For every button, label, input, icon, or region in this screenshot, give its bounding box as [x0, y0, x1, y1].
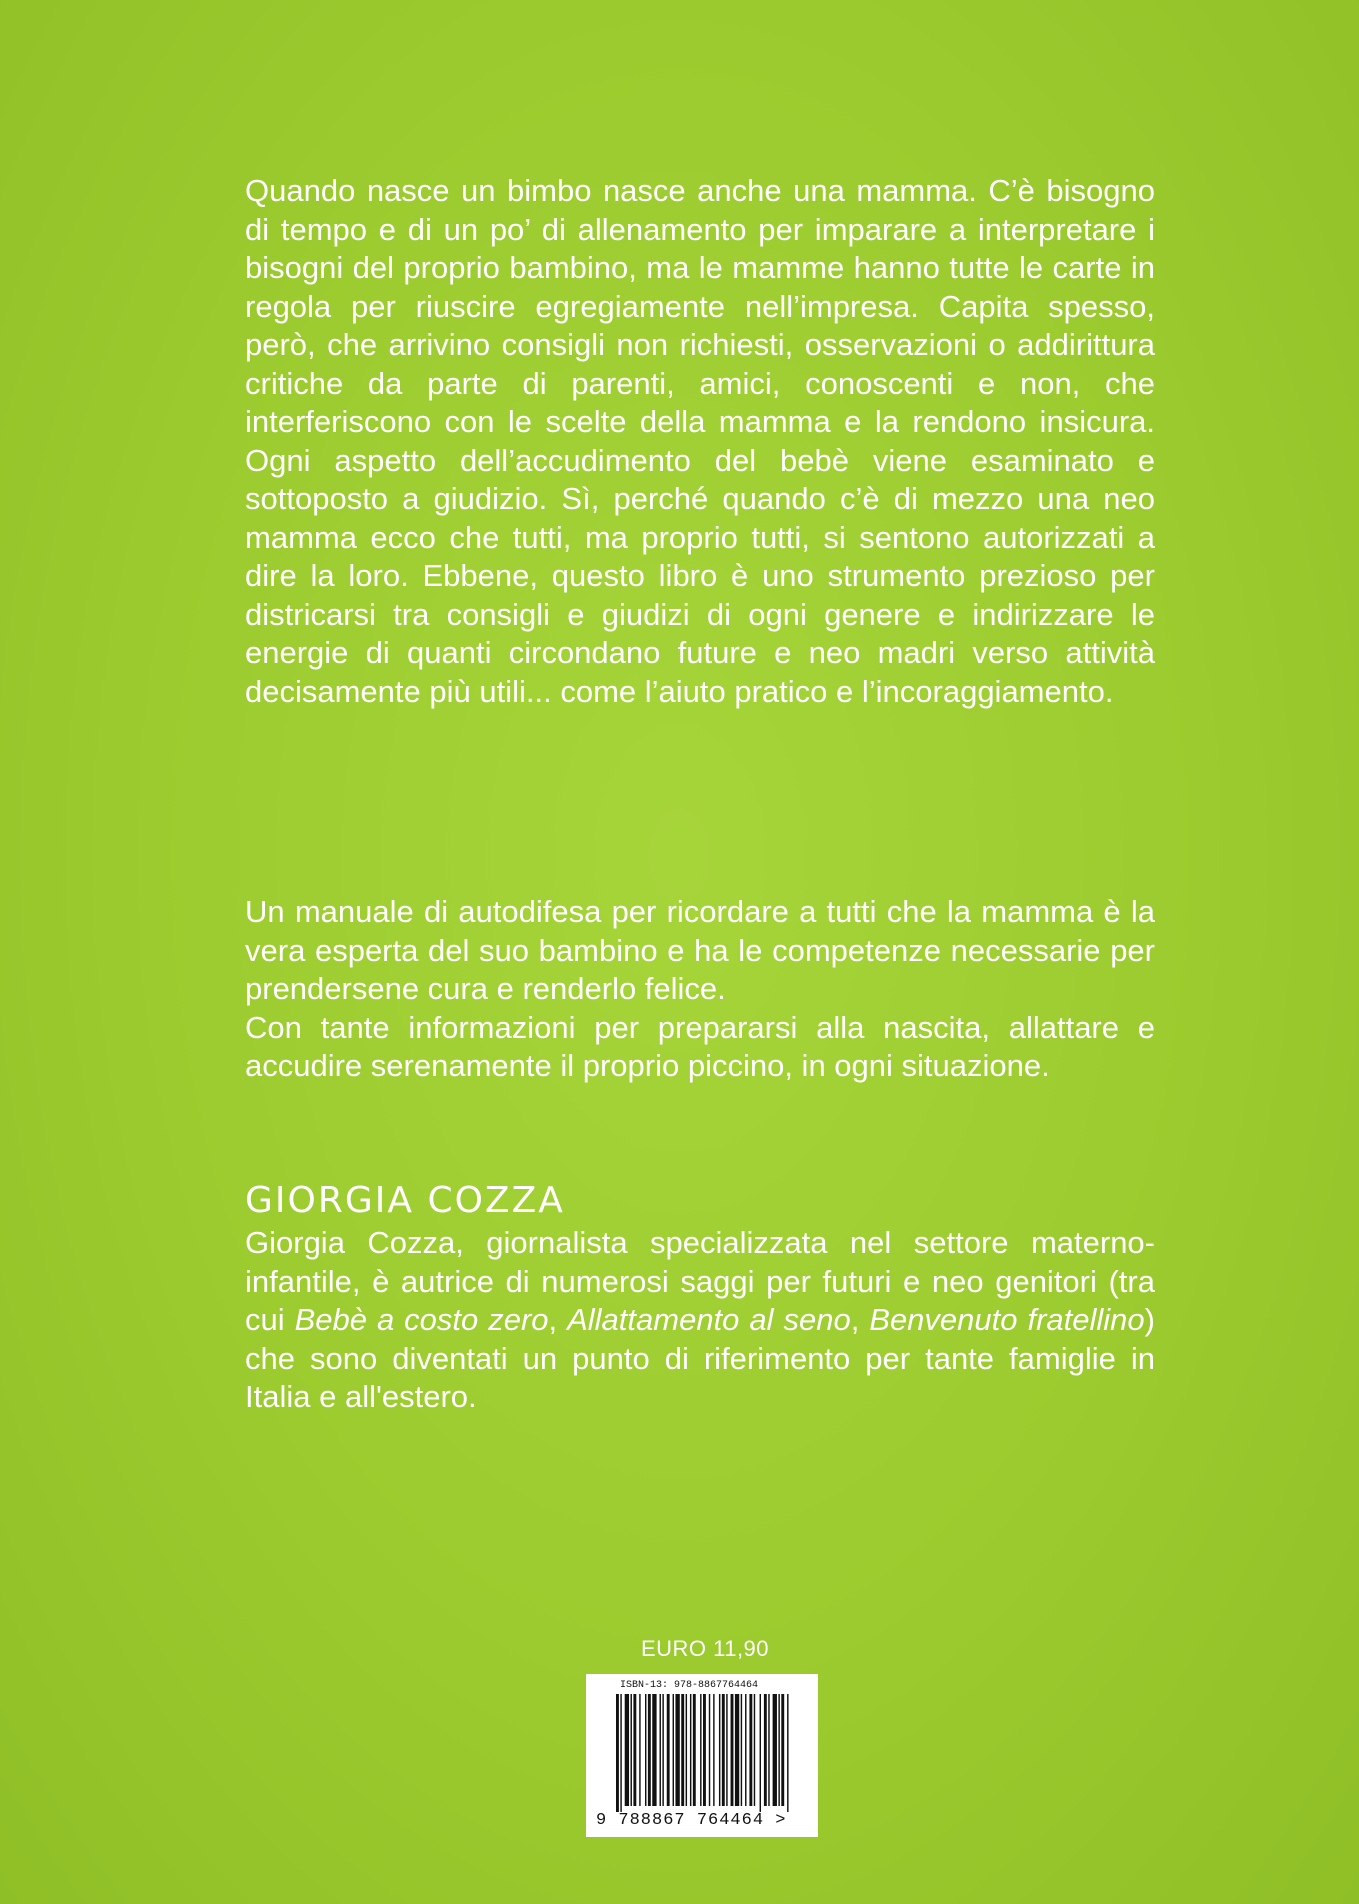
- barcode-bar: [754, 1694, 755, 1806]
- barcode-bar: [639, 1694, 640, 1806]
- barcode-bar: [760, 1694, 761, 1812]
- barcode-bar: [690, 1694, 691, 1806]
- barcode-bar: [764, 1694, 767, 1806]
- barcode-bar: [745, 1694, 746, 1806]
- bio-text-start: Giorgia Cozza, giornalista specializzata nel settore materno-infantile, è autrice di numerosi saggi per futuri e neo genitori (tra cui: [245, 1225, 1155, 1337]
- bio-separator-1: ,: [548, 1302, 568, 1337]
- blurb-text-block: [245, 172, 1155, 711]
- bio-text-end: ) che sono diventati un punto di riferimento per tante famiglie in Italia e all'estero.: [245, 1302, 1155, 1414]
- barcode-bar: [719, 1694, 720, 1806]
- barcode-bar: [633, 1694, 636, 1806]
- barcode: [586, 1674, 818, 1837]
- barcode-bar: [731, 1694, 734, 1806]
- manual-paragraph-2: Con tante informazioni per prepararsi alla nascita, allattare e accudire serenamente il proprio piccino, in ogni situazione.: [245, 1009, 1155, 1083]
- barcode-bar: [662, 1694, 663, 1806]
- barcode-bar: [631, 1694, 632, 1806]
- barcode-bar: [616, 1694, 619, 1812]
- isbn-label: ISBN-13: 978-8867764464: [620, 1680, 759, 1691]
- bio-separator-2: ,: [850, 1302, 870, 1337]
- barcode-bar: [722, 1694, 725, 1806]
- barcode-bar: [713, 1694, 714, 1806]
- author-heading: GIORGIA COZZA: [245, 1180, 565, 1221]
- book-title-3: Benvenuto fratellino: [869, 1302, 1145, 1337]
- manual-paragraph-1: Un manuale di autodifesa per ricordare a tutti che la mamma è la vera esperta del suo bambino e ha le competenze necessarie per prendersene cura e renderlo felice.: [245, 894, 1155, 1006]
- book-title-1: Bebè a costo zero: [294, 1302, 549, 1337]
- barcode-bar: [620, 1694, 621, 1812]
- barcode-bar: [703, 1694, 706, 1806]
- barcode-bar: [700, 1694, 701, 1806]
- barcode-bar: [645, 1694, 646, 1806]
- barcode-bar: [781, 1694, 784, 1806]
- price-label: EURO 11,90: [640, 1636, 770, 1661]
- barcode-bar: [673, 1694, 674, 1806]
- book-title-2: Allattamento al seno: [567, 1302, 851, 1337]
- barcode-bars: [616, 1694, 792, 1812]
- blurb-paragraph: Quando nasce un bimbo nasce anche una mamma. C’è bisogno di tempo e di un po’ di allenamento per imparare a interpretare i bisogni del proprio bambino, ma le mamme hanno tutte le carte in regola per riuscire egregiamente nell’impresa. Capita spesso, però, che arrivino consigli non richiesti, osservazioni o addirittura critiche da parte di parenti, amici, conoscenti e non, che interferiscono con le scelte della mamma e la rendono insicura. Ogni aspetto dell’accudimento del bebè viene esaminato e sottoposto a giudizio. Sì, perché quando c’è di mezzo una neo mamma ecco che tutti, ma proprio tutti, si sentono autorizzati a dire la loro. Ebbene, questo libro è uno strumento prezioso per districarsi tra consigli e giudizi di ogni genere e indirizzare le energie di quanti circondano future e neo madri verso attività decisamente più utili... come l’aiuto pratico e l’incoraggiamento.: [245, 173, 1155, 709]
- barcode-bar: [625, 1694, 629, 1806]
- barcode-bar: [741, 1694, 742, 1806]
- barcode-bar: [660, 1694, 661, 1806]
- barcode-bar: [773, 1694, 777, 1806]
- barcode-bar: [726, 1694, 727, 1806]
- barcode-bar: [686, 1694, 687, 1806]
- barcode-bar: [778, 1694, 779, 1806]
- barcode-bar: [667, 1694, 670, 1806]
- author-bio: [245, 1224, 1155, 1417]
- barcode-bar: [787, 1694, 788, 1812]
- barcode-bar: [768, 1694, 769, 1806]
- barcode-bar: [652, 1694, 656, 1806]
- barcode-bar: [675, 1694, 679, 1806]
- barcode-bar: [681, 1694, 684, 1806]
- barcode-bar: [693, 1694, 696, 1806]
- barcode-bar: [648, 1694, 651, 1806]
- manual-text-block: [245, 893, 1155, 1086]
- barcode-bar: [735, 1694, 739, 1806]
- barcode-bar: [709, 1694, 710, 1806]
- barcode-bar: [749, 1694, 752, 1806]
- isbn-digits: 9 788867 764464 >: [596, 1811, 787, 1830]
